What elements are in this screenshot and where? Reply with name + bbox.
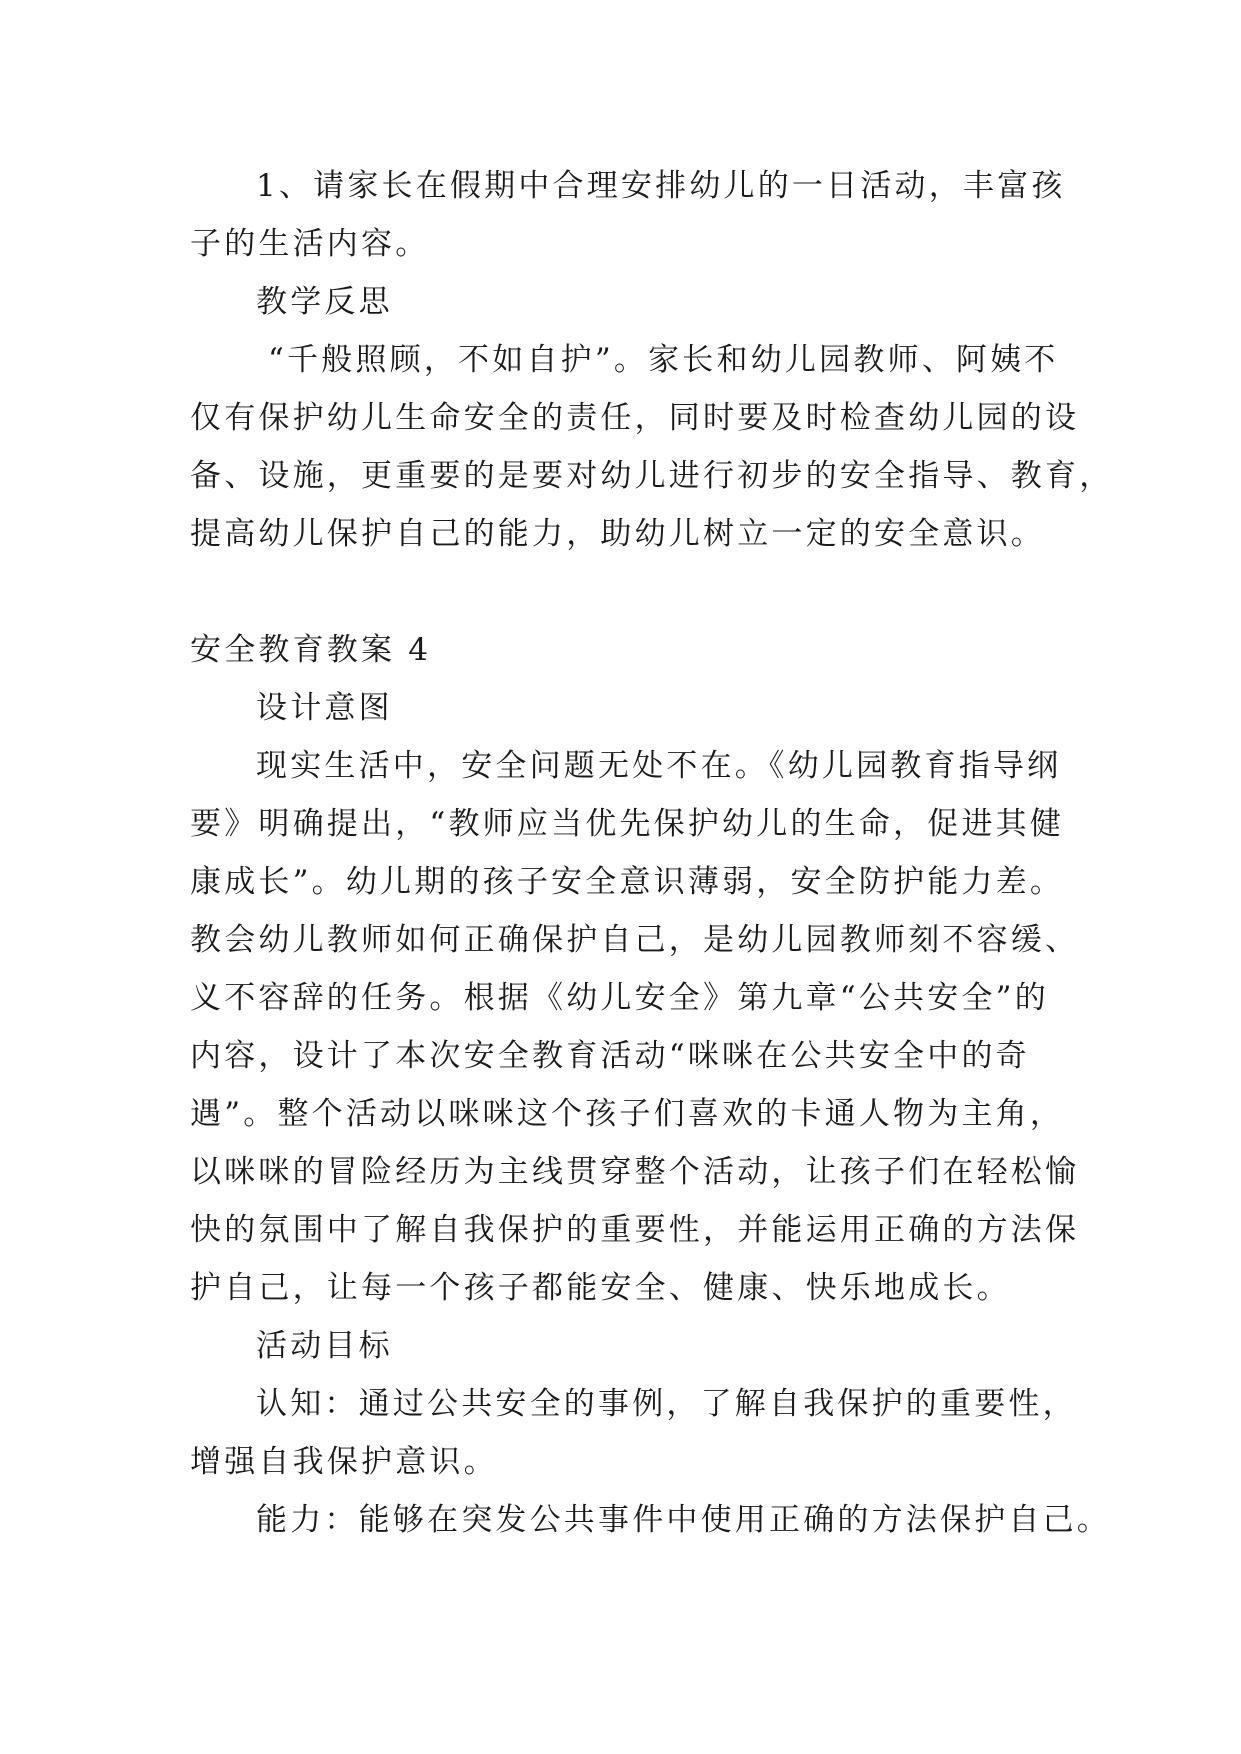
paragraph-line: 1、请家长在假期中合理安排幼儿的一日活动，丰富孩 xyxy=(256,168,1066,204)
paragraph-line: 教会幼儿教师如何正确保护自己，是幼儿园教师刻不容缓、 xyxy=(190,922,1080,958)
paragraph-line: 义不容辞的任务。根据《幼儿安全》第九章“公共安全”的 xyxy=(190,980,1049,1016)
document-title: 安全教育教案 4 xyxy=(190,632,432,668)
paragraph-line: 护自己，让每一个孩子都能安全、健康、快乐地成长。 xyxy=(190,1270,1011,1306)
section-heading: 设计意图 xyxy=(256,690,393,726)
paragraph-line: 以咪咪的冒险经历为主线贯穿整个活动，让孩子们在轻松愉 xyxy=(190,1154,1080,1190)
paragraph-line: 现实生活中，安全问题无处不在。《幼儿园教育指导纲 xyxy=(256,748,1062,784)
paragraph-line: 增强自我保护意识。 xyxy=(190,1444,498,1480)
paragraph-line: 遇”。整个活动以咪咪这个孩子们喜欢的卡通人物为主角， xyxy=(190,1096,1065,1132)
section-heading: 教学反思 xyxy=(256,284,393,320)
paragraph-line: “千般照顾，不如自护”。家长和幼儿园教师、阿姨不 xyxy=(268,342,1059,378)
paragraph-line: 快的氛围中了解自我保护的重要性，并能运用正确的方法保 xyxy=(190,1212,1080,1248)
paragraph-line: 内容，设计了本次安全教育活动“咪咪在公共安全中的奇 xyxy=(190,1038,1030,1074)
paragraph-line: 备、设施，更重要的是要对幼儿进行初步的安全指导、教育， xyxy=(190,458,1114,494)
paragraph-line: 能力：能够在突发公共事件中使用正确的方法保护自己。 xyxy=(256,1502,1111,1538)
paragraph-line: 子的生活内容。 xyxy=(190,226,430,262)
section-heading: 活动目标 xyxy=(256,1328,393,1364)
paragraph-line: 仅有保护幼儿生命安全的责任，同时要及时检查幼儿园的设 xyxy=(190,400,1080,436)
paragraph-line: 康成长”。幼儿期的孩子安全意识薄弱，安全防护能力差。 xyxy=(190,864,1065,900)
paragraph-line: 要》明确提出，“教师应当优先保护幼儿的生命，促进其健 xyxy=(190,806,1065,842)
paragraph-line: 认知：通过公共安全的事例，了解自我保护的重要性， xyxy=(256,1386,1077,1422)
paragraph-line: 提高幼儿保护自己的能力，助幼儿树立一定的安全意识。 xyxy=(190,516,1045,552)
